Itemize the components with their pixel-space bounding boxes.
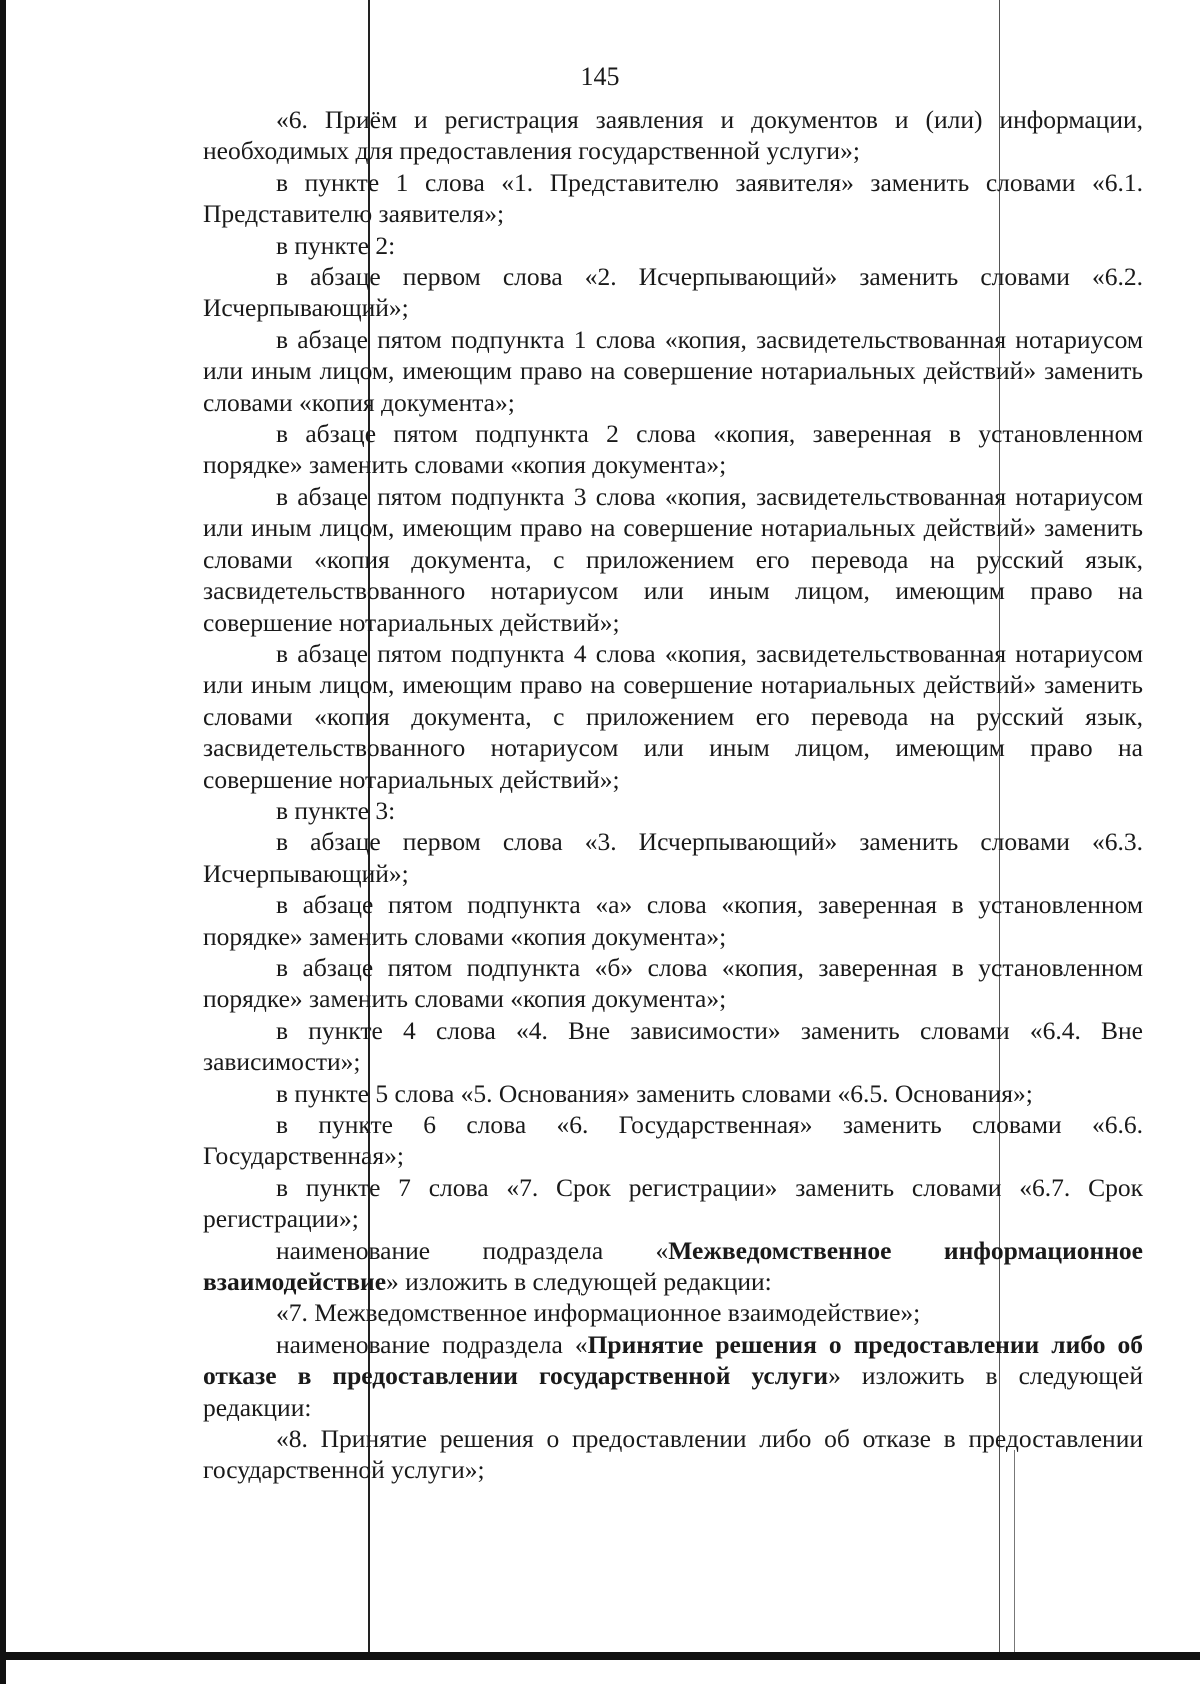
document-body (203, 104, 1143, 1486)
paragraph (203, 481, 1143, 638)
bold-text-run: Межведомственное информационное взаимодействие (203, 1235, 1143, 1297)
paragraph (203, 1172, 1143, 1235)
text-run: в абзаце пятом подпункта «б» слова «копия, заверенная в установленном порядке» заменить словами «копия документа»; (203, 952, 1143, 1014)
text-run: наименование подраздела « (276, 1235, 669, 1265)
paragraph (203, 167, 1143, 230)
paragraph (203, 795, 1143, 826)
bold-text-run: Принятие решения о предоставлении либо об отказе в предоставлении государственной услуги (203, 1329, 1143, 1391)
paragraph (203, 104, 1143, 167)
text-run: в абзаце пятом подпункта 3 слова «копия, засвидетельствованная нотариусом или иным лицом, имеющим право на совершение нотариальных действий» заменить словами «копия документа, с приложением его перевода на русский язык, засвидетельствованного нотариусом или иным лицом, имеющим право на совершение нотариальных действий»; (203, 481, 1143, 637)
text-run: в пункте 5 слова «5. Основания» заменить словами «6.5. Основания»; (276, 1078, 1033, 1108)
text-run: в пункте 1 слова «1. Представителю заявителя» заменить словами «6.1. Представителю заявителя»; (203, 167, 1143, 229)
text-run: в абзаце первом слова «3. Исчерпывающий» заменить словами «6.3. Исчерпывающий»; (203, 827, 1143, 888)
paragraph (203, 638, 1143, 795)
text-run: в пункте 3: (276, 795, 396, 825)
scan-border-left (0, 0, 6, 1684)
paragraph (203, 1329, 1143, 1423)
paragraph (203, 324, 1143, 418)
text-run: в абзаце пятом подпункта 2 слова «копия, заверенная в установленном порядке» заменить словами «копия документа»; (203, 419, 1143, 480)
paragraph (203, 1109, 1143, 1172)
text-run: » изложить в следующей редакции: (386, 1267, 772, 1297)
text-run: в абзаце пятом подпункта 1 слова «копия, засвидетельствованная нотариусом или иным лицом, имеющим право на совершение нотариальных действий» заменить словами «копия документа»; (203, 324, 1143, 417)
paragraph (203, 889, 1143, 952)
paragraph (203, 230, 1143, 261)
paragraph (203, 1297, 1143, 1328)
text-run: наименование подраздела « (276, 1329, 588, 1359)
text-run: » изложить в следующей редакции: (203, 1361, 1143, 1422)
text-run: в абзаце пятом подпункта 4 слова «копия, засвидетельствованная нотариусом или иным лицом, имеющим право на совершение нотариальных действий» заменить словами «копия документа, с приложением его перевода на русский язык, засвидетельствованного нотариусом или иным лицом, имеющим право на совершение нотариальных действий»; (203, 638, 1143, 794)
text-run: в абзаце первом слова «2. Исчерпывающий» заменить словами «6.2. Исчерпывающий»; (203, 262, 1143, 323)
text-run: в пункте 2: (276, 230, 396, 260)
text-run: в пункте 4 слова «4. Вне зависимости» заменить словами «6.4. Вне зависимости»; (203, 1015, 1143, 1077)
text-run: «7. Межведомственное информационное взаимодействие»; (276, 1298, 921, 1328)
paragraph (203, 1078, 1143, 1109)
paragraph (203, 1015, 1143, 1078)
text-run: в пункте 6 слова «6. Государственная» заменить словами «6.6. Государственная»; (203, 1110, 1143, 1171)
text-run: «8. Принятие решения о предоставлении либо об отказе в предоставлении государственной услуги»; (203, 1424, 1143, 1485)
paragraph (203, 826, 1143, 889)
text-run: «6. Приём и регистрация заявления и документов и (или) информации, необходимых для предоставления государственной услуги»; (203, 105, 1143, 166)
paragraph (203, 1423, 1143, 1486)
paragraph (203, 261, 1143, 324)
paragraph (203, 418, 1143, 481)
scan-border-bottom (0, 1652, 1200, 1660)
paragraph (203, 1235, 1143, 1298)
text-run: в пункте 7 слова «7. Срок регистрации» заменить словами «6.7. Срок регистрации»; (203, 1172, 1143, 1234)
page-number: 145 (580, 62, 620, 91)
text-run: в абзаце пятом подпункта «а» слова «копия, заверенная в установленном порядке» заменить словами «копия документа»; (203, 890, 1143, 951)
paragraph (203, 952, 1143, 1015)
